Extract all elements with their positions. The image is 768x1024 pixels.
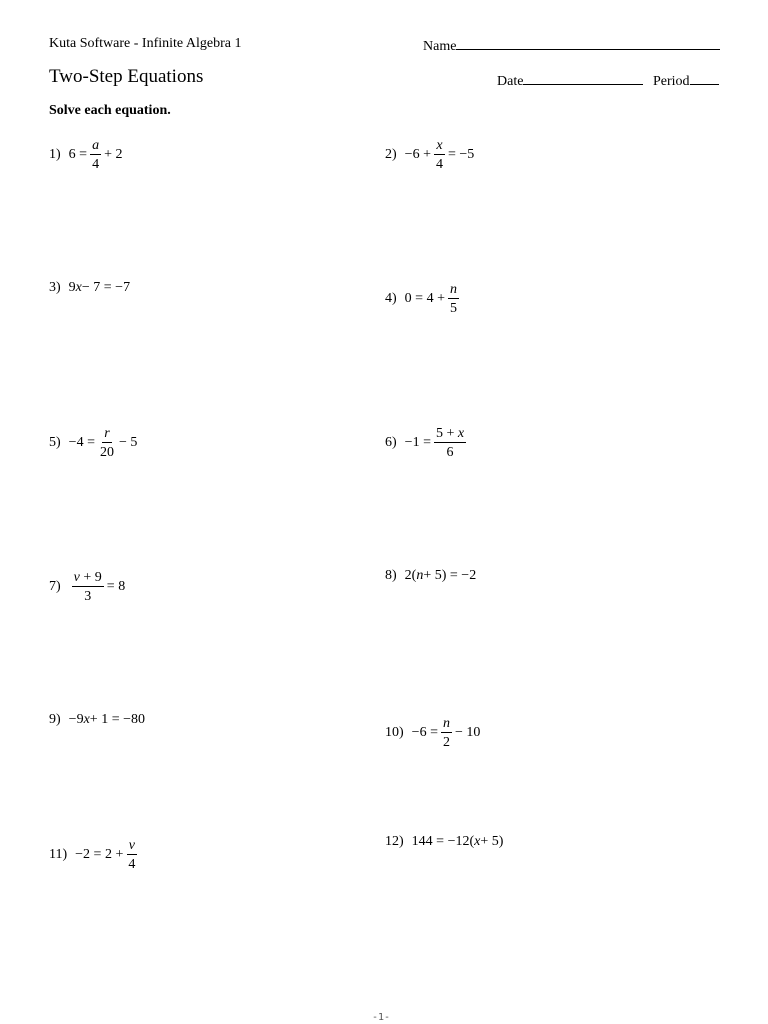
fraction-numerator: n <box>449 282 457 297</box>
fraction-numerator: v <box>128 838 135 853</box>
fraction-denominator: 3 <box>84 589 92 604</box>
worksheet-title: Two-Step Equations <box>49 66 204 87</box>
equation-left: −6 + <box>404 147 431 162</box>
problem-3 <box>49 280 130 296</box>
equation-left: −4 = <box>68 435 95 450</box>
period-blank <box>690 71 719 85</box>
variable: v <box>73 570 80 585</box>
period-label: Period <box>652 74 690 89</box>
fraction-denominator: 20 <box>99 445 114 460</box>
name-label: Name <box>423 39 457 54</box>
problem-number: 1) <box>49 147 61 162</box>
problem-number: 5) <box>49 435 61 450</box>
variable: x <box>83 712 90 727</box>
fraction-numerator: n <box>442 716 450 731</box>
problem-number: 2) <box>385 147 397 162</box>
fraction <box>90 138 101 172</box>
fraction <box>434 426 466 460</box>
problem-8 <box>385 568 476 584</box>
equation-right: − 10 <box>454 725 481 740</box>
name-field <box>423 36 720 55</box>
date-label: Date <box>497 74 524 89</box>
software-label: Kuta Software - Infinite Algebra 1 <box>49 36 242 51</box>
problem-number: 9) <box>49 712 61 727</box>
fraction-numerator: r <box>104 426 110 441</box>
fraction <box>72 570 104 604</box>
date-period-field <box>497 71 719 90</box>
variable: n <box>416 568 424 583</box>
variable: x <box>474 834 481 849</box>
problem-4 <box>385 282 462 316</box>
equation-part: 144 = −12( <box>411 834 475 849</box>
page-number: -1- <box>372 1012 391 1023</box>
equation-part: + 5) <box>480 834 504 849</box>
fraction-denominator: 4 <box>435 157 443 172</box>
variable: x <box>457 426 465 441</box>
numerator-part: 5 + <box>435 426 458 441</box>
equation-part: 2( <box>404 568 417 583</box>
equation-right: = 8 <box>106 579 126 594</box>
fraction <box>441 716 452 750</box>
fraction-denominator: 6 <box>446 445 454 460</box>
problem-number: 8) <box>385 568 397 583</box>
fraction-denominator: 5 <box>449 301 457 316</box>
problem-number: 6) <box>385 435 397 450</box>
fraction-numerator: x <box>436 138 443 153</box>
fraction <box>98 426 116 460</box>
fraction <box>126 838 137 872</box>
fraction <box>448 282 459 316</box>
equation-left: 6 = <box>68 147 88 162</box>
problem-2 <box>385 138 474 172</box>
equation-part: + 1 = −80 <box>89 712 145 727</box>
equation-part: + 5) = −2 <box>423 568 477 583</box>
fraction-numerator <box>72 570 104 587</box>
fraction-numerator: a <box>92 138 100 153</box>
problem-9 <box>49 712 145 728</box>
date-blank <box>523 71 643 85</box>
problem-number: 12) <box>385 834 404 849</box>
equation-right: + 2 <box>104 147 123 162</box>
equation-part: − 7 = −7 <box>81 280 131 295</box>
fraction-denominator: 4 <box>128 857 136 872</box>
variable: x <box>75 280 82 295</box>
problem-number: 10) <box>385 725 404 740</box>
problem-5 <box>49 426 137 460</box>
problem-10 <box>385 716 480 750</box>
fraction <box>434 138 445 172</box>
equation-left: 0 = 4 + <box>404 291 445 306</box>
equation-left: −2 = 2 + <box>75 847 124 862</box>
problem-number: 3) <box>49 280 61 295</box>
problem-number: 4) <box>385 291 397 306</box>
equation-part: −9 <box>68 712 84 727</box>
problem-1 <box>49 138 122 172</box>
equation-part: 9 <box>68 280 76 295</box>
problem-number: 11) <box>49 847 68 862</box>
problem-6 <box>385 426 469 460</box>
problem-12 <box>385 834 503 850</box>
problem-11 <box>49 838 140 872</box>
problem-number: 7) <box>49 579 61 594</box>
fraction-denominator: 4 <box>92 157 100 172</box>
equation-left: −1 = <box>404 435 431 450</box>
fraction-denominator: 2 <box>442 735 450 750</box>
equation-left: −6 = <box>411 725 438 740</box>
instructions: Solve each equation. <box>49 103 171 118</box>
fraction-numerator <box>434 426 466 443</box>
numerator-part: + 9 <box>79 570 102 585</box>
equation-right: = −5 <box>447 147 475 162</box>
problem-7 <box>49 570 125 604</box>
equation-right: − 5 <box>118 435 138 450</box>
name-blank <box>456 36 720 50</box>
